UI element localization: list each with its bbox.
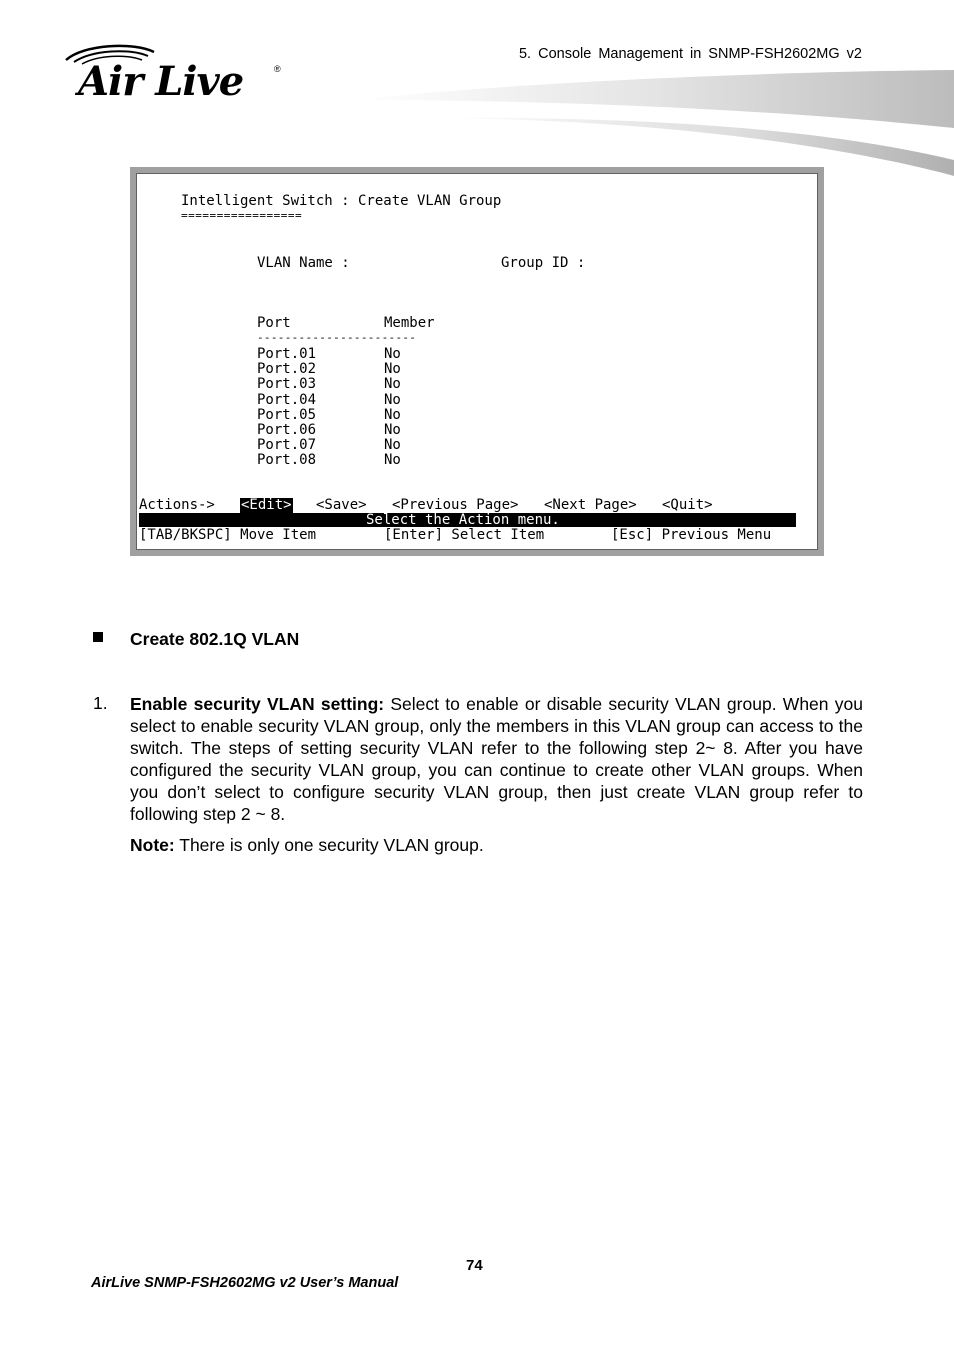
- member-value[interactable]: No: [384, 421, 401, 438]
- member-value[interactable]: No: [384, 406, 401, 423]
- member-value[interactable]: No: [384, 437, 401, 454]
- column-separator: -----------------------: [257, 331, 417, 344]
- previous-page-action[interactable]: <Previous Page>: [392, 497, 519, 513]
- bullet-square-icon: [93, 632, 103, 642]
- port-label: Port.01: [257, 346, 317, 362]
- step-bold-label: Enable security VLAN setting:: [130, 694, 385, 714]
- save-action[interactable]: <Save>: [316, 497, 367, 513]
- key-hint-select: [Enter] Select Item: [384, 527, 545, 543]
- quit-action[interactable]: <Quit>: [662, 497, 713, 513]
- port-label: Port.05: [257, 406, 317, 423]
- footer-manual-title: AirLive SNMP-FSH2602MG v2 User’s Manual: [91, 1275, 399, 1291]
- member-value[interactable]: No: [384, 391, 401, 408]
- member-value[interactable]: No: [384, 346, 401, 362]
- section-title: Create 802.1Q VLAN: [130, 629, 300, 649]
- port-label: Port.03: [257, 376, 317, 393]
- actions-label: Actions->: [139, 497, 215, 513]
- member-value[interactable]: No: [384, 452, 401, 469]
- vlan-name-field[interactable]: VLAN Name :: [257, 255, 350, 271]
- key-hint-move: [TAB/BKSPC] Move Item: [139, 527, 317, 543]
- terminal-screenshot: [130, 167, 824, 556]
- logo-text: Air Live: [78, 58, 244, 105]
- terminal-title: Intelligent Switch : Create VLAN Group: [181, 193, 502, 209]
- edit-action[interactable]: <Edit>: [241, 497, 292, 513]
- port-label: Port.02: [257, 361, 317, 378]
- member-value[interactable]: No: [384, 361, 401, 378]
- step-text: Select to enable or disable security VLAN group. When you select to enable security VLAN group, only the members in this VLAN group can access to the switch. The steps of setting security VLAN refer to the following step 2~ 8. After you have configured the security VLAN group, you can continue to create other VLAN groups. When you don’t select to configure security VLAN group, then just create VLAN group refer to following step 2 ~ 8.: [130, 694, 863, 824]
- note-text: There is only one security VLAN group.: [174, 835, 484, 855]
- member-column-header: Member: [384, 315, 435, 331]
- airlive-logo: [62, 40, 292, 110]
- port-label: Port.06: [257, 421, 317, 438]
- note-label: Note:: [130, 835, 175, 855]
- port-label: Port.08: [257, 452, 317, 469]
- page-number: 74: [466, 1257, 483, 1274]
- step-number: 1.: [93, 693, 108, 713]
- status-message: Select the Action menu.: [366, 512, 560, 528]
- port-label: Port.07: [257, 437, 317, 454]
- chapter-heading: 5. Console Management in SNMP-FSH2602MG v2: [518, 46, 862, 62]
- port-label: Port.04: [257, 391, 317, 408]
- port-column-header: Port: [257, 315, 291, 331]
- step-paragraph: [130, 693, 863, 825]
- member-value[interactable]: No: [384, 376, 401, 393]
- key-hint-previous-menu: [Esc] Previous Menu: [611, 527, 772, 543]
- terminal-screen: [136, 173, 818, 550]
- next-page-action[interactable]: <Next Page>: [544, 497, 637, 513]
- note-paragraph: [130, 835, 484, 856]
- logo-registered-mark: ®: [274, 64, 281, 74]
- group-id-field[interactable]: Group ID :: [501, 255, 586, 271]
- terminal-title-underline: =================: [181, 209, 303, 222]
